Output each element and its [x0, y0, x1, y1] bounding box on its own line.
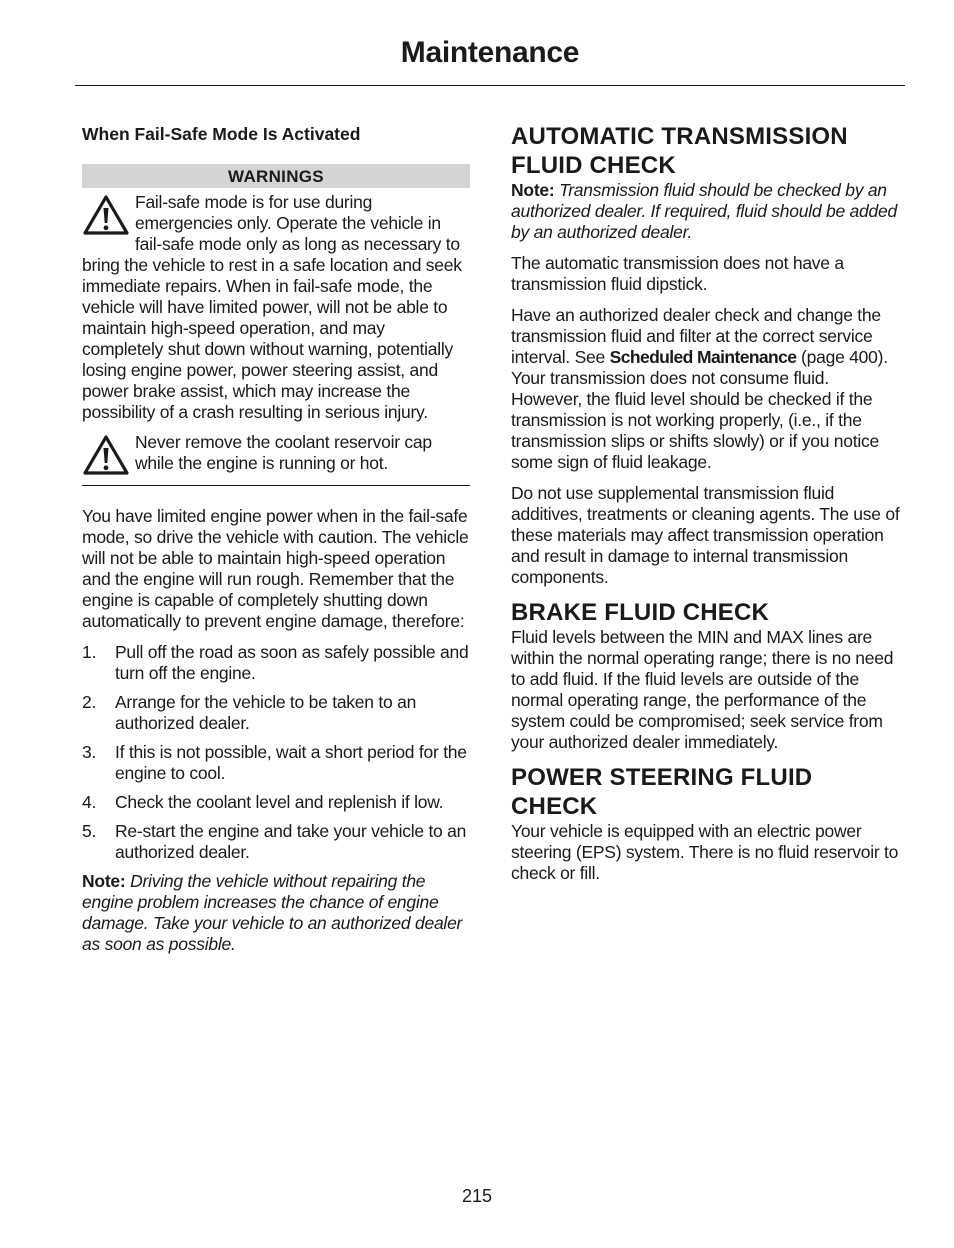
warning-2	[82, 432, 470, 476]
step-number: 5.	[82, 821, 97, 841]
step-number: 3.	[82, 742, 97, 762]
engine-damage-note	[82, 871, 470, 955]
note-text: Driving the vehicle without repairing the engine problem increases the chance of engine damage. Take your vehicle to an authorized dealer as soon as possible.	[82, 871, 463, 954]
transmission-para-2	[511, 305, 901, 473]
scheduled-maintenance-link[interactable]: Scheduled Maintenance	[609, 347, 797, 367]
para-text: Have an authorized dealer check and change the transmission fluid and filter at the correct service interval. See	[511, 305, 881, 367]
warning-2-text: Never remove the coolant reservoir cap while the engine is running or hot.	[135, 432, 432, 473]
section-title-transmission: AUTOMATIC TRANSMISSION FLUID CHECK	[511, 123, 848, 179]
warning-1-text: Fail-safe mode is for use during emergencies only. Operate the vehicle in fail-safe mode only as long as necessary to bring the vehicle to rest in a safe location and seek immediate repairs. When in fail-safe mode, the vehicle will have limited power, will not be able to maintain high-speed operation, and may completely shut down without warning, potentially losing engine power, power steering assist, and power brake assist, which may increase the possibility of a crash resulting in serious injury.	[82, 192, 462, 422]
warning-1	[82, 192, 470, 423]
step-number: 2.	[82, 692, 97, 712]
left-column	[82, 122, 470, 965]
brake-para: Fluid levels between the MIN and MAX lines are within the normal operating range; there is no need to add fluid. If the fluid levels are outside of the normal operating range, the performance of the system could be compromised; seek service from your authorized dealer immediately.	[511, 627, 894, 752]
transmission-para-3: Do not use supplemental transmission fluid additives, treatments or cleaning agents. The use of these materials may affect transmission operation and result in damage to internal transmission components.	[511, 483, 900, 587]
step-text: If this is not possible, wait a short period for the engine to cool.	[115, 742, 467, 783]
list-item	[82, 792, 470, 813]
step-text: Re-start the engine and take your vehicle to an authorized dealer.	[115, 821, 467, 862]
page-title: Maintenance	[400, 36, 580, 69]
transmission-para-1: The automatic transmission does not have a transmission fluid dipstick.	[511, 253, 844, 294]
subheading-fail-safe: When Fail-Safe Mode Is Activated	[82, 124, 361, 144]
step-number: 4.	[82, 792, 97, 812]
list-item	[82, 821, 470, 863]
section-title-brake: BRAKE FLUID CHECK	[511, 599, 770, 626]
list-item	[82, 642, 470, 684]
note-text: Transmission fluid should be checked by an authorized dealer. If required, fluid should be added by an authorized dealer.	[511, 180, 897, 242]
steps-list	[82, 642, 470, 863]
note-label: Note:	[82, 871, 126, 891]
note-label: Note:	[511, 180, 555, 200]
section-title-power-steering: POWER STEERING FLUID CHECK	[511, 764, 813, 820]
warning-triangle-icon	[82, 194, 130, 236]
fail-safe-body: You have limited engine power when in the fail-safe mode, so drive the vehicle with caution. The vehicle will not be able to maintain high-speed operation and the engine will run rough. Remember that the engine is capable of completely shutting down automatically to prevent engine damage, therefore:	[82, 506, 469, 631]
para-text: (page 400). Your transmission does not consume fluid. However, the fluid level should be checked if the transmission is not working properly, (i.e., if the transmission slips or shifts slowly) or if you notice some sign of fluid leakage.	[511, 347, 888, 472]
step-text: Pull off the road as soon as safely possible and turn off the engine.	[115, 642, 469, 683]
warning-triangle-icon	[82, 434, 130, 476]
list-item	[82, 742, 470, 784]
power-steering-para: Your vehicle is equipped with an electric power steering (EPS) system. There is no fluid reservoir to check or fill.	[511, 821, 899, 883]
transmission-note	[511, 180, 901, 243]
page-header	[75, 30, 905, 86]
right-column	[511, 122, 901, 894]
step-text: Check the coolant level and replenish if low.	[115, 792, 444, 812]
list-item	[82, 692, 470, 734]
page-number: 215	[461, 1186, 493, 1206]
step-text: Arrange for the vehicle to be taken to an authorized dealer.	[115, 692, 417, 733]
step-number: 1.	[82, 642, 97, 662]
warnings-divider	[82, 485, 470, 486]
warnings-title-bar: WARNINGS	[82, 164, 470, 188]
